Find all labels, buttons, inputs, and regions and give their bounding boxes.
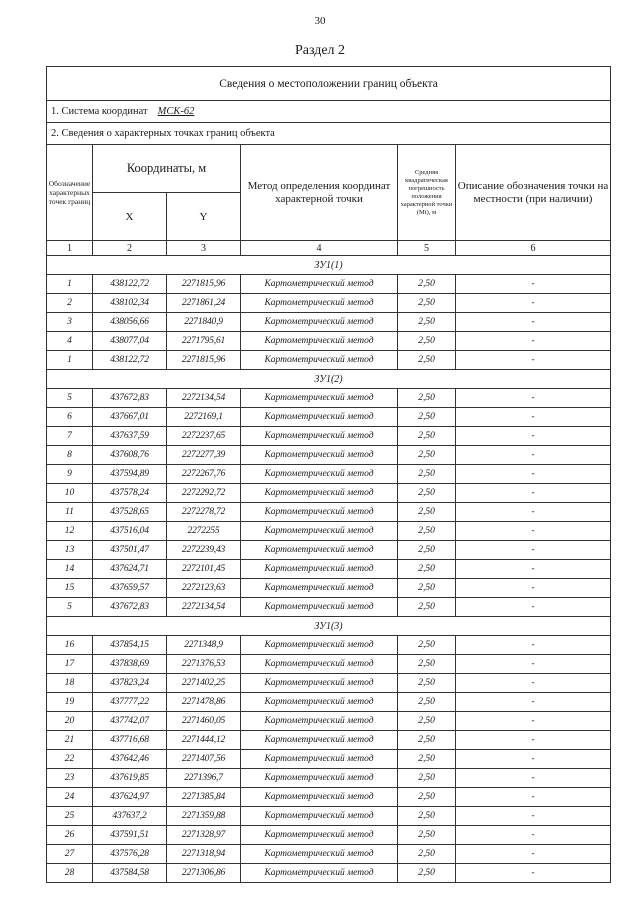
description-cell: - <box>456 731 611 750</box>
x-coordinate-cell: 437637,59 <box>93 427 167 446</box>
y-coordinate-cell: 2271861,24 <box>167 294 241 313</box>
table-row <box>47 427 611 446</box>
description-cell: - <box>456 712 611 731</box>
table-row <box>47 655 611 674</box>
description-cell: - <box>456 351 611 370</box>
y-coordinate-cell: 2271815,96 <box>167 275 241 294</box>
y-coordinate-cell: 2271318,94 <box>167 845 241 864</box>
x-coordinate-cell: 438122,72 <box>93 351 167 370</box>
method-cell: Картометрический метод <box>241 655 398 674</box>
description-cell: - <box>456 750 611 769</box>
point-number-cell: 15 <box>47 579 93 598</box>
description-cell: - <box>456 484 611 503</box>
error-cell: 2,50 <box>398 560 456 579</box>
x-coordinate-cell: 438102,34 <box>93 294 167 313</box>
column-number: 2 <box>93 241 167 256</box>
point-number-cell: 26 <box>47 826 93 845</box>
page-number: 30 <box>314 15 326 27</box>
x-coordinate-cell: 437608,76 <box>93 446 167 465</box>
x-coordinate-cell: 437667,01 <box>93 408 167 427</box>
y-coordinate-cell: 2272278,72 <box>167 503 241 522</box>
y-coordinate-cell: 2272277,39 <box>167 446 241 465</box>
y-coordinate-cell: 2272255 <box>167 522 241 541</box>
description-cell: - <box>456 408 611 427</box>
point-number-cell: 2 <box>47 294 93 313</box>
point-number-cell: 23 <box>47 769 93 788</box>
table-row <box>47 484 611 503</box>
error-cell: 2,50 <box>398 275 456 294</box>
y-coordinate-cell: 2271444,12 <box>167 731 241 750</box>
table-row <box>47 579 611 598</box>
description-cell: - <box>456 598 611 617</box>
point-number-cell: 19 <box>47 693 93 712</box>
method-cell: Картометрический метод <box>241 541 398 560</box>
y-coordinate-cell: 2271840,9 <box>167 313 241 332</box>
point-number-cell: 6 <box>47 408 93 427</box>
table-body <box>47 67 611 883</box>
table-row <box>47 313 611 332</box>
method-cell: Картометрический метод <box>241 845 398 864</box>
point-number-cell: 14 <box>47 560 93 579</box>
point-number-cell: 10 <box>47 484 93 503</box>
x-coordinate-cell: 437624,97 <box>93 788 167 807</box>
points-header-row <box>47 123 611 145</box>
table-row <box>47 275 611 294</box>
error-cell: 2,50 <box>398 408 456 427</box>
column-header-row-1 <box>47 145 611 193</box>
error-cell: 2,50 <box>398 826 456 845</box>
method-cell: Картометрический метод <box>241 560 398 579</box>
description-cell: - <box>456 826 611 845</box>
x-coordinate-cell: 437578,24 <box>93 484 167 503</box>
coordinate-system-row <box>47 101 611 123</box>
description-cell: - <box>456 788 611 807</box>
table-row <box>47 465 611 484</box>
error-cell: 2,50 <box>398 750 456 769</box>
y-coordinate-cell: 2272101,45 <box>167 560 241 579</box>
x-coordinate-cell: 437516,04 <box>93 522 167 541</box>
description-cell: - <box>456 465 611 484</box>
error-cell: 2,50 <box>398 484 456 503</box>
col-method-header: Метод определения координат характерной точки <box>241 145 398 241</box>
y-coordinate-cell: 2272123,63 <box>167 579 241 598</box>
table-row <box>47 731 611 750</box>
description-cell: - <box>456 579 611 598</box>
description-cell: - <box>456 313 611 332</box>
x-coordinate-cell: 437501,47 <box>93 541 167 560</box>
x-coordinate-cell: 438056,66 <box>93 313 167 332</box>
y-coordinate-cell: 2272134,54 <box>167 598 241 617</box>
y-coordinate-cell: 2271795,61 <box>167 332 241 351</box>
description-cell: - <box>456 807 611 826</box>
point-number-cell: 17 <box>47 655 93 674</box>
column-number: 5 <box>398 241 456 256</box>
method-cell: Картометрический метод <box>241 731 398 750</box>
x-coordinate-cell: 437619,85 <box>93 769 167 788</box>
boundary-points-table <box>46 66 611 883</box>
table-row <box>47 788 611 807</box>
method-cell: Картометрический метод <box>241 769 398 788</box>
error-cell: 2,50 <box>398 769 456 788</box>
error-cell: 2,50 <box>398 845 456 864</box>
description-cell: - <box>456 389 611 408</box>
x-coordinate-cell: 437659,57 <box>93 579 167 598</box>
error-cell: 2,50 <box>398 788 456 807</box>
point-number-cell: 20 <box>47 712 93 731</box>
x-coordinate-cell: 437716,68 <box>93 731 167 750</box>
method-cell: Картометрический метод <box>241 674 398 693</box>
method-cell: Картометрический метод <box>241 351 398 370</box>
col-y-header: Y <box>167 193 241 241</box>
table-title: Сведения о местоположении границ объекта <box>47 67 611 101</box>
x-coordinate-cell: 437528,65 <box>93 503 167 522</box>
y-coordinate-cell: 2272134,54 <box>167 389 241 408</box>
x-coordinate-cell: 437854,15 <box>93 636 167 655</box>
point-number-cell: 18 <box>47 674 93 693</box>
column-number: 3 <box>167 241 241 256</box>
group-name: ЗУ1(1) <box>47 256 611 275</box>
description-cell: - <box>456 446 611 465</box>
group-row <box>47 256 611 275</box>
method-cell: Картометрический метод <box>241 712 398 731</box>
table-row <box>47 522 611 541</box>
table-row <box>47 598 611 617</box>
method-cell: Картометрический метод <box>241 408 398 427</box>
description-cell: - <box>456 332 611 351</box>
group-name: ЗУ1(2) <box>47 370 611 389</box>
error-cell: 2,50 <box>398 655 456 674</box>
point-number-cell: 22 <box>47 750 93 769</box>
description-cell: - <box>456 427 611 446</box>
y-coordinate-cell: 2272237,65 <box>167 427 241 446</box>
point-number-cell: 24 <box>47 788 93 807</box>
error-cell: 2,50 <box>398 731 456 750</box>
y-coordinate-cell: 2271815,96 <box>167 351 241 370</box>
y-coordinate-cell: 2271306,86 <box>167 864 241 883</box>
x-coordinate-cell: 437742,07 <box>93 712 167 731</box>
method-cell: Картометрический метод <box>241 826 398 845</box>
description-cell: - <box>456 636 611 655</box>
method-cell: Картометрический метод <box>241 275 398 294</box>
x-coordinate-cell: 437823,24 <box>93 674 167 693</box>
description-cell: - <box>456 674 611 693</box>
x-coordinate-cell: 437576,28 <box>93 845 167 864</box>
point-number-cell: 1 <box>47 275 93 294</box>
description-cell: - <box>456 275 611 294</box>
error-cell: 2,50 <box>398 351 456 370</box>
method-cell: Картометрический метод <box>241 465 398 484</box>
method-cell: Картометрический метод <box>241 427 398 446</box>
x-coordinate-cell: 437777,22 <box>93 693 167 712</box>
column-number: 1 <box>47 241 93 256</box>
table-row <box>47 294 611 313</box>
group-name: ЗУ1(3) <box>47 617 611 636</box>
coordinate-system-label: 1. Система координат <box>51 106 148 117</box>
error-cell: 2,50 <box>398 332 456 351</box>
method-cell: Картометрический метод <box>241 788 398 807</box>
coordinate-system-value: МСК-62 <box>157 106 195 117</box>
description-cell: - <box>456 864 611 883</box>
table-row <box>47 389 611 408</box>
x-coordinate-cell: 437637,2 <box>93 807 167 826</box>
description-cell: - <box>456 693 611 712</box>
point-number-cell: 5 <box>47 389 93 408</box>
error-cell: 2,50 <box>398 541 456 560</box>
col-description-header: Описание обозначения точки на местности (при наличии) <box>456 145 611 241</box>
y-coordinate-cell: 2272239,43 <box>167 541 241 560</box>
error-cell: 2,50 <box>398 598 456 617</box>
y-coordinate-cell: 2271460,05 <box>167 712 241 731</box>
point-number-cell: 11 <box>47 503 93 522</box>
table-row <box>47 845 611 864</box>
error-cell: 2,50 <box>398 693 456 712</box>
error-cell: 2,50 <box>398 503 456 522</box>
method-cell: Картометрический метод <box>241 294 398 313</box>
y-coordinate-cell: 2271385,84 <box>167 788 241 807</box>
point-number-cell: 7 <box>47 427 93 446</box>
description-cell: - <box>456 845 611 864</box>
table-row <box>47 351 611 370</box>
y-coordinate-cell: 2271328,97 <box>167 826 241 845</box>
error-cell: 2,50 <box>398 864 456 883</box>
column-number: 6 <box>456 241 611 256</box>
error-cell: 2,50 <box>398 389 456 408</box>
point-number-cell: 4 <box>47 332 93 351</box>
point-number-cell: 28 <box>47 864 93 883</box>
point-number-cell: 12 <box>47 522 93 541</box>
table-row <box>47 332 611 351</box>
method-cell: Картометрический метод <box>241 484 398 503</box>
col-point-designation-header: Обозначение характерных точек границ <box>47 145 93 241</box>
x-coordinate-cell: 437624,71 <box>93 560 167 579</box>
table-row <box>47 560 611 579</box>
method-cell: Картометрический метод <box>241 693 398 712</box>
method-cell: Картометрический метод <box>241 503 398 522</box>
method-cell: Картометрический метод <box>241 313 398 332</box>
table-row <box>47 408 611 427</box>
method-cell: Картометрический метод <box>241 750 398 769</box>
table-row <box>47 446 611 465</box>
table-row <box>47 636 611 655</box>
group-row <box>47 617 611 636</box>
table-row <box>47 807 611 826</box>
table-row <box>47 826 611 845</box>
col-x-header: X <box>93 193 167 241</box>
y-coordinate-cell: 2271348,9 <box>167 636 241 655</box>
error-cell: 2,50 <box>398 313 456 332</box>
error-cell: 2,50 <box>398 294 456 313</box>
point-number-cell: 21 <box>47 731 93 750</box>
x-coordinate-cell: 437672,83 <box>93 389 167 408</box>
description-cell: - <box>456 769 611 788</box>
col-coordinates-header: Координаты, м <box>93 145 241 193</box>
description-cell: - <box>456 655 611 674</box>
table-row <box>47 541 611 560</box>
method-cell: Картометрический метод <box>241 579 398 598</box>
x-coordinate-cell: 437591,51 <box>93 826 167 845</box>
method-cell: Картометрический метод <box>241 446 398 465</box>
description-cell: - <box>456 560 611 579</box>
error-cell: 2,50 <box>398 807 456 826</box>
error-cell: 2,50 <box>398 674 456 693</box>
section-title: Раздел 2 <box>294 43 346 58</box>
y-coordinate-cell: 2272267,76 <box>167 465 241 484</box>
col-error-header: Средняя квадратическая погрешность положения характерной точки (Мt), м <box>398 145 456 241</box>
column-numbers-row <box>47 241 611 256</box>
table-row <box>47 712 611 731</box>
y-coordinate-cell: 2272169,1 <box>167 408 241 427</box>
error-cell: 2,50 <box>398 579 456 598</box>
table-row <box>47 693 611 712</box>
point-number-cell: 13 <box>47 541 93 560</box>
x-coordinate-cell: 437838,69 <box>93 655 167 674</box>
x-coordinate-cell: 437672,83 <box>93 598 167 617</box>
point-number-cell: 3 <box>47 313 93 332</box>
y-coordinate-cell: 2271396,7 <box>167 769 241 788</box>
y-coordinate-cell: 2271376,53 <box>167 655 241 674</box>
table-title-row <box>47 67 611 101</box>
table-row <box>47 750 611 769</box>
error-cell: 2,50 <box>398 636 456 655</box>
point-number-cell: 25 <box>47 807 93 826</box>
method-cell: Картометрический метод <box>241 389 398 408</box>
table-row <box>47 769 611 788</box>
error-cell: 2,50 <box>398 427 456 446</box>
point-number-cell: 27 <box>47 845 93 864</box>
table-row <box>47 503 611 522</box>
column-number: 4 <box>241 241 398 256</box>
points-header: 2. Сведения о характерных точках границ объекта <box>47 123 611 145</box>
description-cell: - <box>456 541 611 560</box>
point-number-cell: 9 <box>47 465 93 484</box>
method-cell: Картометрический метод <box>241 332 398 351</box>
description-cell: - <box>456 294 611 313</box>
y-coordinate-cell: 2271407,56 <box>167 750 241 769</box>
table-row <box>47 864 611 883</box>
method-cell: Картометрический метод <box>241 864 398 883</box>
point-number-cell: 8 <box>47 446 93 465</box>
description-cell: - <box>456 503 611 522</box>
method-cell: Картометрический метод <box>241 636 398 655</box>
point-number-cell: 16 <box>47 636 93 655</box>
method-cell: Картометрический метод <box>241 522 398 541</box>
point-number-cell: 5 <box>47 598 93 617</box>
error-cell: 2,50 <box>398 465 456 484</box>
method-cell: Картометрический метод <box>241 807 398 826</box>
x-coordinate-cell: 438077,04 <box>93 332 167 351</box>
table-row <box>47 674 611 693</box>
group-row <box>47 370 611 389</box>
y-coordinate-cell: 2271478,86 <box>167 693 241 712</box>
x-coordinate-cell: 437642,46 <box>93 750 167 769</box>
y-coordinate-cell: 2271402,25 <box>167 674 241 693</box>
error-cell: 2,50 <box>398 712 456 731</box>
y-coordinate-cell: 2272292,72 <box>167 484 241 503</box>
x-coordinate-cell: 438122,72 <box>93 275 167 294</box>
x-coordinate-cell: 437594,89 <box>93 465 167 484</box>
error-cell: 2,50 <box>398 522 456 541</box>
y-coordinate-cell: 2271359,88 <box>167 807 241 826</box>
error-cell: 2,50 <box>398 446 456 465</box>
description-cell: - <box>456 522 611 541</box>
method-cell: Картометрический метод <box>241 598 398 617</box>
coordinate-system-cell <box>47 101 611 123</box>
point-number-cell: 1 <box>47 351 93 370</box>
x-coordinate-cell: 437584,58 <box>93 864 167 883</box>
